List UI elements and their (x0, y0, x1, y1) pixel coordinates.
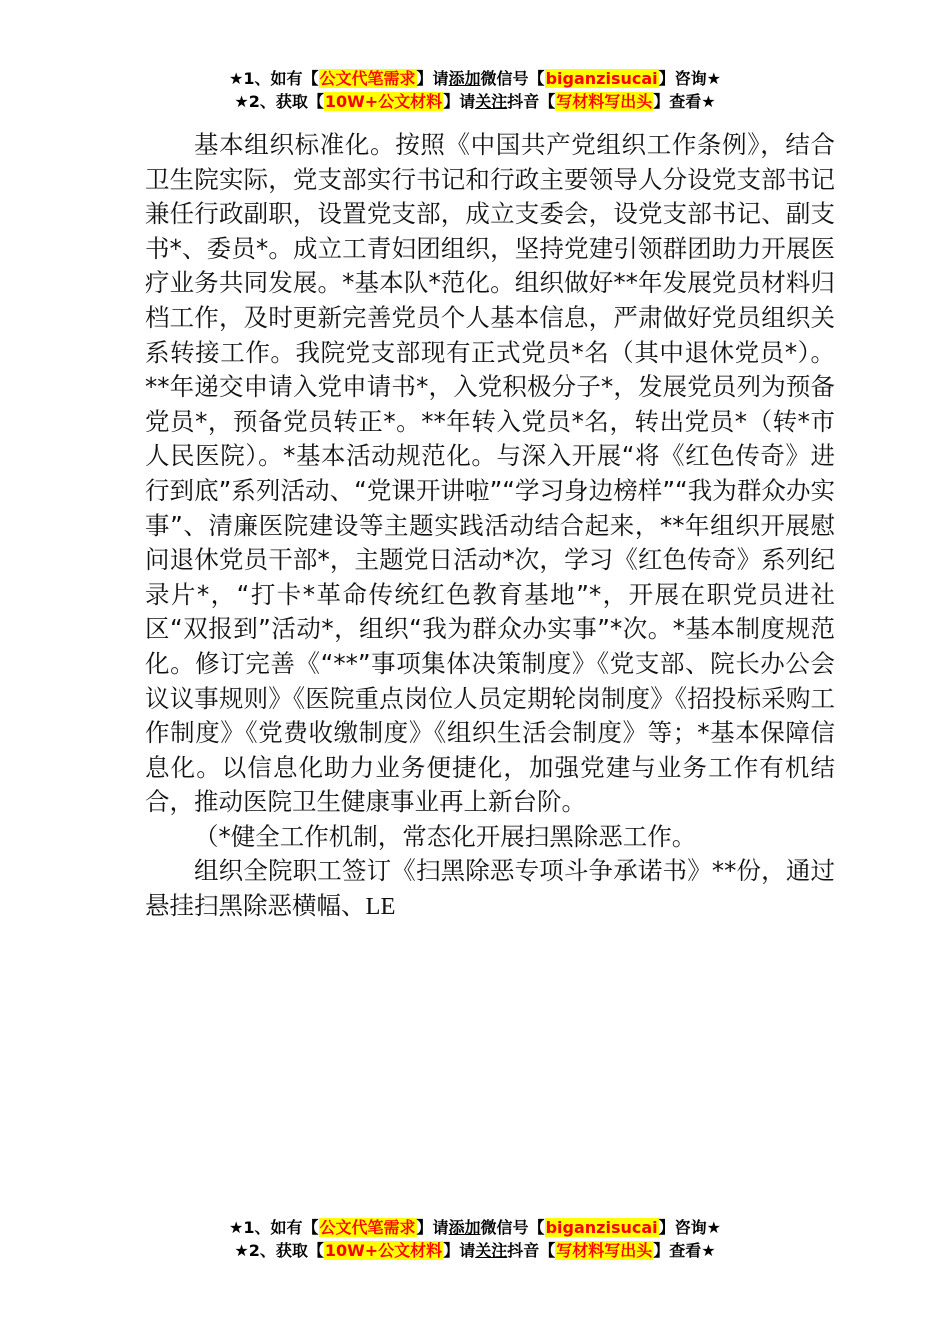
promo-text: 抖音【 (507, 92, 556, 111)
promo-line-2 (0, 91, 950, 114)
promo-highlight-wechat-id: biganzisucai (545, 1218, 658, 1237)
promo-line-1 (0, 68, 950, 91)
promo-text: 微信号【 (480, 1218, 545, 1237)
promo-line-2 (0, 1240, 950, 1263)
promo-highlight: 10W+公文材料 (324, 1241, 443, 1260)
promo-text: 】查看★ (653, 1241, 716, 1260)
paragraph-anti-crime-text: 组织全院职工签订《扫黑除恶专项斗争承诺书》**份，通过悬挂扫黑除恶横幅、 (145, 856, 835, 921)
promo-text: ★2、获取【 (234, 92, 324, 111)
document-body (145, 128, 835, 925)
paragraph-work-mechanism: （*健全工作机制，常态化开展扫黑除恶工作。 (194, 821, 697, 851)
promo-highlight-wechat-id: biganzisucai (545, 69, 658, 88)
promo-text: ★1、如有【 (229, 69, 319, 88)
promo-underlined-text: 添加 (448, 69, 481, 88)
promo-text: 微信号【 (480, 69, 545, 88)
promo-text: ★1、如有【 (229, 1218, 319, 1237)
header-promo-banner (0, 68, 950, 114)
promo-text: 】请 (443, 1241, 476, 1260)
promo-underlined-text: 关注 (475, 1241, 508, 1260)
promo-text: 抖音【 (507, 1241, 556, 1260)
promo-highlight: 公文代笔需求 (319, 1218, 416, 1237)
promo-text: 】请 (416, 1218, 449, 1237)
footer-promo-banner (0, 1217, 950, 1263)
promo-text: 】咨询★ (658, 1218, 721, 1237)
promo-highlight-douyin-id: 写材料写出头 (556, 92, 653, 111)
promo-text: 】查看★ (653, 92, 716, 111)
promo-text: 】请 (416, 69, 449, 88)
paragraph-anti-crime (145, 854, 835, 924)
promo-text: 】咨询★ (658, 69, 721, 88)
promo-highlight-douyin-id: 写材料写出头 (556, 1241, 653, 1260)
promo-text: 】请 (443, 92, 476, 111)
promo-text: ★2、获取【 (234, 1241, 324, 1260)
paragraph-anti-crime-tail: LE (365, 893, 396, 921)
promo-highlight: 10W+公文材料 (324, 92, 443, 111)
promo-underlined-text: 关注 (475, 92, 508, 111)
promo-line-1 (0, 1217, 950, 1240)
paragraph-party-organization: 基本组织标准化。按照《中国共产党组织工作条例》，结合卫生院实际，党支部实行书记和行政主要领导人分设党支部书记兼任行政副职，设置党支部，成立支委会，设党支部书记、副支书*、委员*。成立工青妇团组织，坚持党建引领群团助力开展医疗业务共同发展。*基本队*范化。组织做好**年发展党员材料归档工作，及时更新完善党员个人基本信息，严肃做好党员组织关系转接工作。我院党支部现有正式党员*名（其中退休党员*）。**年递交申请入党申请书*，入党积极分子*，发展党员列为预备党员*，预备党员转正*。**年转入党员*名，转出党员*（转*市人民医院）。*基本活动规范化。与深入开展“将《红色传奇》进行到底”系列活动、“党课开讲啦”“学习身边榜样”“我为群众办实事”、清廉医院建设等主题实践活动结合起来，**年组织开展慰问退休党员干部*，主题党日活动*次，学习《红色传奇》系列纪录片*，“打卡*革命传统红色教育基地”*，开展在职党员进社区“双报到”活动*，组织“我为群众办实事”*次。*基本制度规范化。修订完善《“**”事项集体决策制度》《党支部、院长办公会议议事规则》《医院重点岗位人员定期轮岗制度》《招投标采购工作制度》《党费收缴制度》《组织生活会制度》等；*基本保障信息化。以信息化助力业务便捷化，加强党建与业务工作有机结合，推动医院卫生健康事业再上新台阶。 (145, 130, 835, 817)
promo-underlined-text: 添加 (448, 1218, 481, 1237)
promo-highlight: 公文代笔需求 (319, 69, 416, 88)
